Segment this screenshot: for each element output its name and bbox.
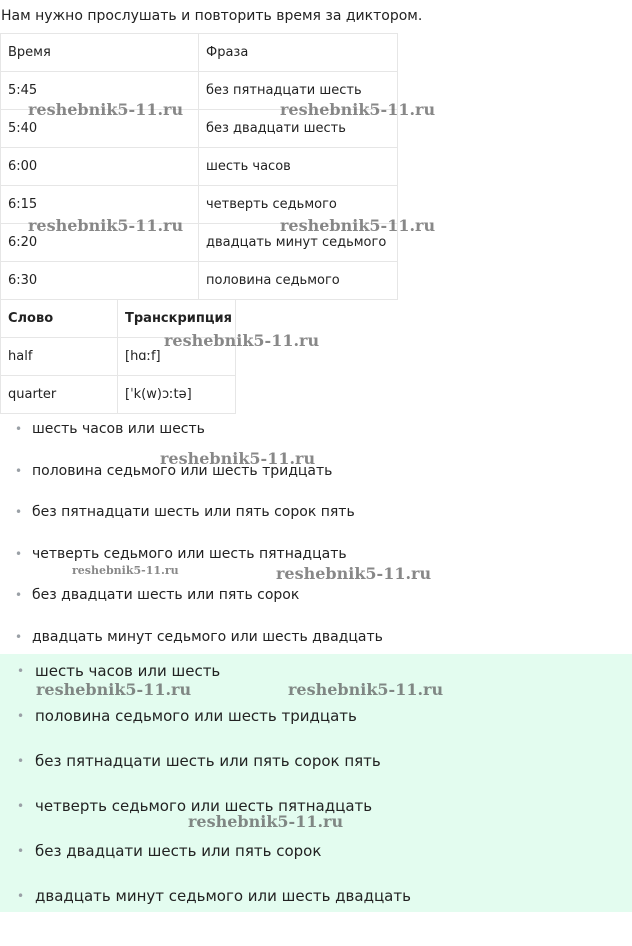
list-item-text: четверть седьмого или шесть пятнадцать [35, 797, 373, 815]
watermark: reshebnik5-11.ru [280, 100, 436, 119]
table-row [1, 338, 236, 376]
answer-list [0, 420, 632, 670]
table-row [1, 148, 398, 186]
list-item [0, 462, 632, 504]
times-table [0, 33, 398, 300]
transcription-cell: [ˈk(w)ɔːtə] [118, 376, 236, 414]
table-header-row [1, 300, 236, 338]
list-item [0, 707, 632, 752]
list-item [0, 752, 632, 797]
list-item-text: половина седьмого или шесть тридцать [35, 707, 357, 725]
watermark: reshebnik5-11.ru [288, 680, 444, 699]
time-cell: 6:30 [1, 262, 199, 300]
list-item [0, 797, 632, 842]
table-header-row [1, 34, 398, 72]
phrase-cell: без пятнадцати шесть [199, 72, 398, 110]
bullet-icon: • [15, 422, 23, 436]
list-item [0, 420, 632, 462]
list-item [0, 545, 632, 587]
highlighted-answer-list [0, 662, 632, 932]
bullet-icon: • [15, 588, 23, 603]
time-cell: 5:45 [1, 72, 199, 110]
bullet-icon: • [17, 889, 25, 903]
phrase-cell: двадцать минут седьмого [199, 224, 398, 262]
time-cell: 6:20 [1, 224, 199, 262]
header-time: Время [1, 34, 199, 72]
bullet-icon: • [17, 754, 25, 768]
table-row [1, 376, 236, 414]
word-cell: half [1, 338, 118, 376]
list-item-text: без пятнадцати шесть или пять сорок пять [35, 752, 381, 770]
time-cell: 5:40 [1, 110, 199, 148]
intro-text: Нам нужно прослушать и повторить время за диктором. [1, 8, 423, 24]
list-item [0, 586, 632, 628]
list-item [0, 503, 632, 545]
watermark: reshebnik5-11.ru [276, 564, 432, 583]
header-word: Слово [1, 300, 118, 338]
transcription-cell: [hɑːf] [118, 338, 236, 376]
list-item-text: шесть часов или шесть [35, 662, 221, 680]
phrase-cell: без двадцати шесть [199, 110, 398, 148]
list-item-text: шесть часов или шесть [32, 421, 205, 437]
time-cell: 6:00 [1, 148, 199, 186]
list-item [0, 662, 632, 707]
bullet-icon: • [17, 664, 25, 678]
header-transcription: Транскрипция [118, 300, 236, 338]
watermark: reshebnik5-11.ru [188, 812, 344, 831]
list-item-text: без двадцати шесть или пять сорок [35, 842, 322, 860]
bullet-icon: • [17, 709, 25, 723]
watermark: reshebnik5-11.ru [28, 216, 184, 235]
bullet-icon: • [15, 505, 23, 520]
table-row [1, 262, 398, 300]
list-item-text: двадцать минут седьмого или шесть двадцать [35, 887, 411, 905]
bullet-icon: • [15, 546, 23, 561]
phrase-cell: четверть седьмого [199, 186, 398, 224]
watermark: reshebnik5-11.ru [28, 100, 184, 119]
time-cell: 6:15 [1, 186, 199, 224]
list-item-text: без пятнадцати шесть или пять сорок пять [32, 504, 355, 521]
list-item-text: без двадцати шесть или пять сорок [32, 587, 300, 604]
word-cell: quarter [1, 376, 118, 414]
table-row [1, 72, 398, 110]
bullet-icon: • [17, 799, 25, 813]
table-row [1, 110, 398, 148]
watermark: reshebnik5-11.ru [160, 449, 316, 468]
header-phrase: Фраза [199, 34, 398, 72]
table-row [1, 224, 398, 262]
words-table [0, 299, 236, 414]
watermark: reshebnik5-11.ru [36, 680, 192, 699]
bullet-icon: • [15, 629, 23, 644]
list-item-text: половина седьмого или шесть тридцать [32, 462, 333, 479]
list-item-text: четверть седьмого или шесть пятнадцать [32, 545, 347, 562]
table-row [1, 186, 398, 224]
list-item-text: двадцать минут седьмого или шесть двадцать [32, 628, 383, 645]
bullet-icon: • [17, 844, 25, 858]
watermark: reshebnik5-11.ru [164, 331, 320, 350]
list-item [0, 887, 632, 932]
watermark: reshebnik5-11.ru [72, 564, 179, 577]
bullet-icon: • [15, 463, 23, 478]
watermark: reshebnik5-11.ru [280, 216, 436, 235]
phrase-cell: шесть часов [199, 148, 398, 186]
phrase-cell: половина седьмого [199, 262, 398, 300]
list-item [0, 842, 632, 887]
